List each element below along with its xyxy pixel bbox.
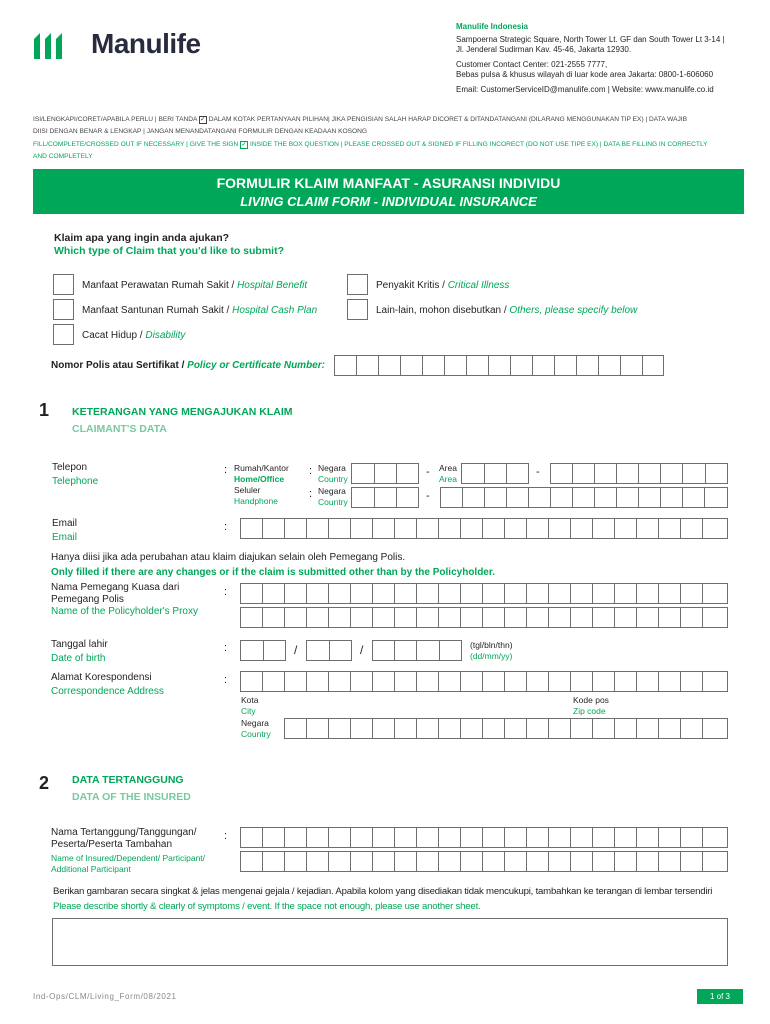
dob-format: (tgl/bln/thn) (dd/mm/yy) [470,640,513,661]
checkbox-hospital-benefit[interactable] [53,274,74,295]
country-label-address: Negara Country [241,718,271,739]
form-code: Ind-Ops/CLM/Living_Form/08/2021 [33,992,177,1001]
section-2-title: DATA TERTANGGUNG DATA OF THE INSURED [72,774,191,803]
company-name: Manulife Indonesia [456,22,529,31]
checkbox-sign-icon: ✓ [241,141,248,148]
symptoms-textarea[interactable] [52,918,728,966]
section-1-number: 1 [39,400,50,420]
telephone-label: Telepon Telephone [52,462,99,487]
company-address-2: Jl. Jenderal Sudirman Kav. 45-46, Jakarta 12930. [456,45,632,54]
customer-center: Customer Contact Center: 021-2555 7777, [456,59,608,69]
company-address-1: Sampoerna Strategic Square, North Tower Lt. GF dan South Tower Lt 3-14 | [456,34,725,44]
home-office-label: Rumah/Kantor Home/Office Seluler Handphone [234,463,289,506]
address-label: Alamat Korespondensi Correspondence Address [51,672,164,697]
form-title-en: LIVING CLAIM FORM - INDIVIDUAL INSURANCE [240,194,537,209]
logo-wordmark: Manulife [91,28,201,59]
policy-number-label: Nomor Polis atau Sertifikat / Policy or Certificate Number: [51,360,325,371]
option-hospital-benefit: Manfaat Perawatan Rumah Sakit / Hospital Benefit [82,280,308,291]
city-input[interactable] [256,694,564,714]
section-2-number: 2 [39,773,50,793]
proxy-name-label: Nama Pemegang Kuasa dari Pemegang Polis Name of the Policyholder's Proxy [51,582,198,617]
insured-name-input-row-1[interactable] [240,827,728,848]
checkbox-critical-illness[interactable] [347,274,368,295]
email-label: Email Email [52,518,78,543]
dob-day-input[interactable] [240,640,286,661]
checkbox-others[interactable] [347,299,368,320]
proxy-name-input-row-1[interactable] [240,583,728,604]
option-critical-illness: Penyakit Kritis / Critical Illness [376,280,510,291]
email-input[interactable] [240,518,728,539]
home-phone-number-input[interactable] [550,463,728,484]
country-label-home: Negara Country [318,463,348,484]
instructions-id: ISI/LENGKAPI/CORET/APABILA PERLU | BERI TANDA ✓ DALAM KOTAK PERTANYAAN PILIHAN| JIKA PENGISIAN SALAH HARAP DICORET & DITANDATANGANI (DILARANG MENGGUNAKAN TIP EX) | DATA WAJIB DIISI DENGAN BENAR & LENGKAP | JANGAN MENANDATANGANI FORMULIR DENGAN KEADAAN KOSONG [33,116,688,135]
instructions-en: FILL/COMPLETE/CROSSED OUT IF NECESSARY | GIVE THE SIGN ✓ INSIDE THE BOX QUESTION | PLEASE CROSSED OUT & SIGNED IF FILLING INCORECT (DO NOT USE TIPE EX) | DATA BE FILLING IN CORRECTLY AND COMPLETELY [33,141,708,160]
option-hospital-cash-plan: Manfaat Santunan Rumah Sakit / Hospital Cash Plan [82,305,318,316]
section-1-title: KETERANGAN YANG MENGAJUKAN KLAIM CLAIMANT'S DATA [72,406,293,435]
area-label: Area Area [439,463,457,484]
company-info [456,22,756,95]
zip-label: Kode pos Zip code [573,695,609,716]
toll-free: Bebas pulsa & khusus wilayah di luar kode area Jakarta: 0800-1-606060 [456,70,714,79]
policy-number-input[interactable] [334,355,664,376]
dob-month-input[interactable] [306,640,352,661]
home-area-code-input[interactable] [461,463,529,484]
page-number: 1 of 3 [697,989,743,1004]
insured-name-label: Nama Tertanggung/Tanggungan/ Peserta/Peserta Tambahan Name of Insured/Dependent/ Participant/ Additional Participant [51,827,206,874]
address-input[interactable] [240,671,728,692]
mobile-number-input[interactable] [440,487,728,508]
manulife-logo [32,28,222,62]
claim-question: Klaim apa yang ingin anda ajukan? Which type of Claim that you'd like to submit? [54,232,285,257]
insured-name-input-row-2[interactable] [240,851,728,872]
form-title-bar [33,169,744,214]
city-label: Kota City [241,695,259,716]
option-disability: Cacat Hidup / Disability [82,330,186,341]
option-others: Lain-lain, mohon disebutkan / Others, please specify below [376,305,638,316]
symptoms-instruction: Berikan gambaran secara singkat & jelas mengenai gejala / kejadian. Apabila kolom yang disediakan tidak mencukupi, tambahkan ke terangan di lembar tersendiri Please describe shortly & clearly of symptoms / event. If the space not enough, please use another sheet. [53,886,713,912]
checkbox-sign-icon: ✓ [199,116,206,123]
country-label-mobile: Negara Country [318,486,348,507]
checkbox-hospital-cash-plan[interactable] [53,299,74,320]
proxy-note: Hanya diisi jika ada perubahan atau klaim diajukan selain oleh Pemegang Polis. Only filled if there are any changes or if the claim is submitted other than by the Policyholder. [51,552,495,578]
proxy-name-input-row-2[interactable] [240,607,728,628]
email-website: Email: CustomerServiceID@manulife.com | Website: www.manulife.co.id [456,84,714,94]
country-address-input[interactable] [284,718,728,739]
checkbox-disability[interactable] [53,324,74,345]
home-country-code-input[interactable] [351,463,419,484]
form-title-id: FORMULIR KLAIM MANFAAT - ASURANSI INDIVIDU [216,175,561,191]
dob-label: Tanggal lahir Date of birth [51,639,108,664]
manulife-logo-icon [32,29,64,61]
mobile-country-code-input[interactable] [351,487,419,508]
dob-year-input[interactable] [372,640,462,661]
